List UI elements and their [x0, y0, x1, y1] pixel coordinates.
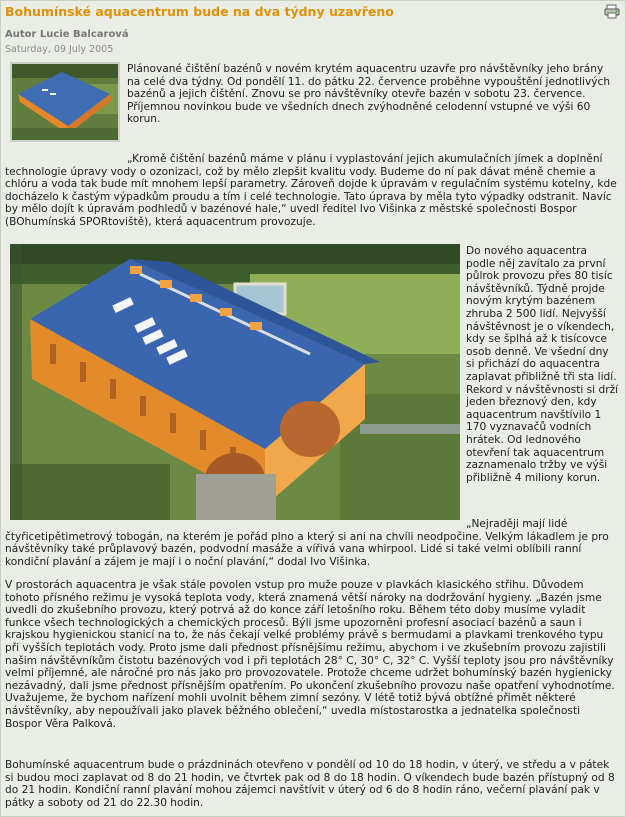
- print-icon[interactable]: [604, 4, 620, 19]
- article-title[interactable]: Bohumínské aquacentrum bude na dva týdny uzavřeno: [5, 4, 394, 19]
- paragraph-intro: Plánované čištění bazénů v novém krytém aquacentru uzavře pro návštěvníky jeho brány na celé dva týdny. Od pondělí 11. do pátku 22. července proběhne vypouštění jednotlivých bazénů a jejich čištění. Znovu se pro návštěvníky otevře bazén v sobotu 23. července. Příjemnou novinkou bude ve všedních dnech zvýhodněné celodenní vstupné ve výši 60 korun.: [127, 63, 611, 126]
- paragraph-opening-hours: Bohumínské aquacentrum bude o prázdninách otevřeno v pondělí od 10 do 18 hodin, v úterý, ve středu a v pátek si budou moci zaplavat od 8 do 21 hodin, ve čtvrtek pak od 8 do 18 hodin. O víkendech bude bazén přístupný od 8 do 21 hodin. Kondiční ranní plavání mohou zájemci navštívit v úterý od 6 do 8 hodin ráno, večerní plavání pak v pátky a soboty od 21 do 22.30 hodin.: [5, 759, 615, 809]
- aerial-aquacentrum-photo-large: [10, 244, 460, 520]
- aerial-aquacentrum-photo: [10, 62, 120, 142]
- paragraph-attractions: „Nejraději mají lidé čtyřicetipětimetrový tobogán, na kterém je pořád plno a který si ani na chvíli neodpočine. Velkým lákadlem je pro návštěvníky také průplavový bazén, podvodní masáže a vířivá vana whirpool. Lidé si také velmi oblíbili ranní kondiční plavání a zájem je mají i o noční plavání,“ dodal Ivo Višinka.: [5, 518, 609, 568]
- paragraph-director-quote: „Kromě čištění bazénů máme v plánu i vyplastování jejich akumulačních jímek a doplnění technologie úpravy vody o ozonizaci, což by mělo zlepšit kvalitu vody. Budeme do ní pak dávat méně chemie a chlóru a voda tak bude mít mnohem lepší parametry. Zároveň dojde k úpravám v regulačním systému kotelny, kde docházelo k častým výpadkům proudu a tím i celé technologie. Tato úprava by měla tyto výpadky odstranit. Navíc by mělo dojít k úpravám podhledů v bazénové hale,“ uvedl ředitel Ivo Višinka z městské společnosti Bospor (BOhumínská SPORtoviště), která aquacentrum provozuje.: [5, 153, 617, 228]
- article-author: Autor Lucie Balcarová: [5, 29, 129, 40]
- paragraph-swimwear-rules: V prostorách aquacentra je však stále povolen vstup pro muže pouze v plavkách klasického střihu. Důvodem tohoto přísného režimu je vysoká teplota vody, která znamená větší nároky na dodržování hygieny. „Bazén jsme uvedli do zkušebního provozu, který potrvá až do konce září letošního roku. Během této doby musíme vyladit funkce všech technologických a chemických procesů. Býli jsme upozorněni profesní asociací bazénů a saun i krajskou hygienickou stanicí na to, že nás čekají velké problémy právě s bermudami a plavkami trenkového typu při vyšších teplotách vody. Proto jsme dali přednost přísnějšímu režimu, abychom i ve zkušebním provozu zajistili našim návštěvníkům čistotu bazénových vod i při teplotách 28° C, 30° C, 32° C. Vyšší teploty jsou pro návštěvníky velmi příjemné, ale náročné pro nás jako pro provozovatele. Protože chceme udržet bohumínský bazén hygienicky nezávadný, dali jsme přednost přísnějším opatřením. Po ukončení zkušebního provozu naše opatření vyhodnotíme. Uvažujeme, že bychom nařízení mohli uvolnit během zimní sezóny. V létě totiž bývá obtížné přimět některé návštěvníky, aby nepoužívali jako plavek běžného oblečení,“ uvedla místostarostka a jednatelka společnosti Bospor Věra Palková.: [5, 579, 615, 730]
- article-date: Saturday, 09 July 2005: [5, 44, 114, 55]
- paragraph-visitors: Do nového aquacentra podle něj zavítalo za první půlrok provozu přes 80 tisíc návštěvníků. Týdně projde novým krytým bazénem zhruba 2 500 lidí. Nejvyšší návštěvnost je o víkendech, kdy se šplhá až k tisícovce osob denně. Ve všední dny si přichází do aquacentra zaplavat přibližně tři sta lidí. Rekord v návštěvnosti si drží jeden březnový den, kdy aquacentrum navštívilo 1 170 vyznavačů vodních hrátek. Od lednového otevření tak aquacentrum zaznamenalo tržby ve výši přibližně 4 miliony korun.: [466, 245, 619, 484]
